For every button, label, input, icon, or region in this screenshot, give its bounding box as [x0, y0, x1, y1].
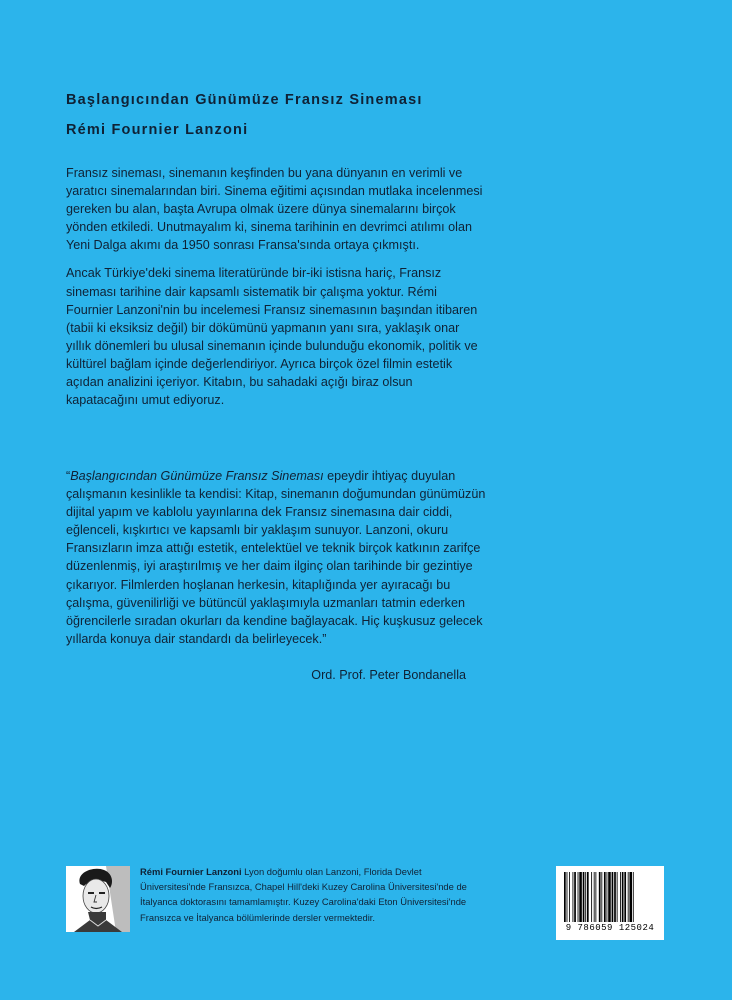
barcode-bar: [583, 872, 585, 922]
barcode-bar: [574, 872, 576, 922]
barcode-bar: [578, 872, 579, 922]
barcode-bar: [622, 872, 624, 922]
barcode-bar: [607, 872, 608, 922]
barcode-bar: [624, 872, 626, 922]
barcode-bar: [608, 872, 611, 922]
bio-author-name: Rémi Fournier Lanzoni: [140, 866, 242, 877]
barcode-bar: [587, 872, 589, 922]
barcode-bar: [604, 872, 606, 922]
author-portrait-image: [66, 866, 130, 932]
quote-book-title: Başlangıcından Günümüze Fransız Sineması: [70, 469, 324, 483]
barcode-bars: [562, 872, 658, 922]
barcode-bar: [620, 872, 621, 922]
barcode-bar: [564, 872, 566, 922]
header: [66, 92, 423, 138]
blurb-paragraph-2: Ancak Türkiye'deki sinema literatüründe bir-iki istisna hariç, Fransız sineması tarihine dair kapsamlı sistematik bir çalışma yoktur. Rémi Fournier Lanzoni'nin bu incelemesi Fransız sinemasının başından itibaren (tabii ki eksiksiz değil) bir dökümünü yapmanın yanı sıra, yaklaşık onar yıllık dönemleri bu ulusal sinemanın içinde bulunduğu ekonomik, politik ve kültürel bağlam içinde değerlendiriyor. Ayrıca birçok özel filmin estetik açıdan analizini içeriyor. Kitabın, bu sahadaki açığı biraz olsun kapatacağını umut ediyoruz.: [66, 266, 478, 408]
barcode-bar: [614, 872, 616, 922]
barcode-bar: [573, 872, 574, 922]
blurb: [66, 164, 486, 419]
barcode-bar: [601, 872, 602, 922]
quote-body: [66, 467, 486, 648]
barcode-bar: [599, 872, 601, 922]
book-author: Rémi Fournier Lanzoni: [66, 122, 249, 138]
barcode-bar: [569, 872, 570, 922]
barcode-bar: [617, 872, 618, 922]
isbn-barcode: [556, 866, 664, 940]
barcode-bar: [591, 872, 592, 922]
quote-open-mark: “: [66, 469, 71, 483]
book-title: Başlangıcından Günümüze Fransız Sineması: [66, 92, 423, 108]
isbn-number: 9 786059 125024: [565, 923, 655, 933]
barcode-bar: [633, 872, 634, 922]
barcode-bar: [612, 872, 614, 922]
barcode-bar: [628, 872, 629, 922]
quote-text: epeydir ihtiyaç duyulan çalışmanın kesinlikle ta kendisi: Kitap, sinemanın doğumundan günümüzün dijital yapım ve kablolu yayınlarına dek Fransız sinemasına dair ciddi, eğlenceli, kışkırtıcı ve kapsamlı bir yaklaşım sunuyor. Lanzoni, okuru Fransızların imza attığı estetik, entelektüel ve teknik birçok katkının zarifçe düzenlenmiş, iyi araştırılmış ve her daim ilginç olan tarihinde bir gezintiye çıkarıyor. Filmlerden hoşlanan herkesin, kitaplığında yer ayıracağı bu çalışma, güvenilirliği ve bütüncül yaklaşımıyla uzmanları tatmin ederken öğrencilerle sıradan okurları da kendine bağlayacak. Hiç kuşkusuz gelecek yıllarda konuya dair standardı da belirleyecek.”: [66, 469, 486, 646]
blurb-paragraph-1: Fransız sineması, sinemanın keşfinden bu yana dünyanın en verimli ve yaratıcı sinemalarından biri. Sinema eğitimi açısından mutlaka incelenmesi gereken bu alan, başta Avrupa olmak üzere dünya sinemalarını birçok yönden etkiledi. Unutmayalım ki, sinema tarihinin en devrimci atılımı olan Yeni Dalga akımı da 1950 sonrası Fransa'sında ortaya çıkmıştı.: [66, 166, 483, 253]
barcode-bar: [594, 872, 595, 922]
barcode-bar: [595, 872, 596, 922]
author-photo: [66, 866, 130, 932]
author-bio: [140, 864, 470, 925]
barcode-bar: [579, 872, 582, 922]
barcode-bar: [629, 872, 632, 922]
endorsement-quote: [66, 467, 486, 648]
quote-attribution: Ord. Prof. Peter Bondanella: [311, 668, 466, 682]
barcode-bar: [585, 872, 586, 922]
bio-text: Lyon doğumlu olan Lanzoni, Florida Devlet Üniversitesi'nde Fransızca, Chapel Hill'deki Kuzey Carolina Üniversitesi'nde de İtalyanca doktorasını tamamlamıştır. Kuzey Carolina'daki Eton Üniversitesi'nde Fransızca ve İtalyanca bölümlerinde dersler vermektedir.: [140, 866, 467, 923]
barcode-bar: [567, 872, 568, 922]
